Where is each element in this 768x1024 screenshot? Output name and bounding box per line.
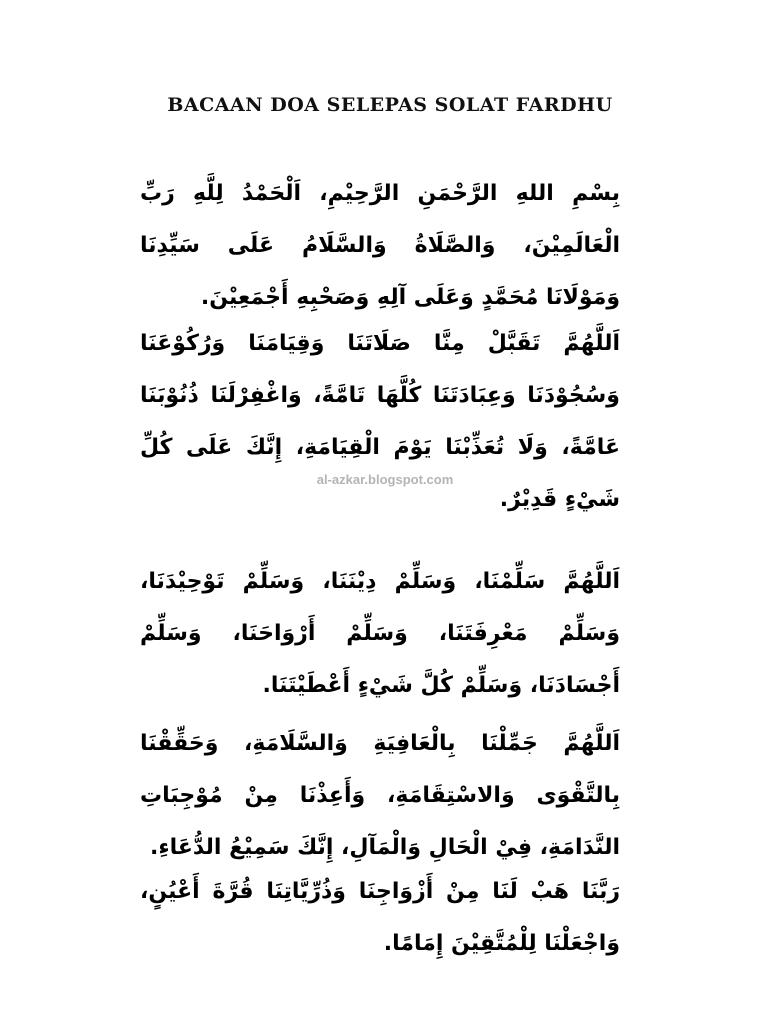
prayer-paragraph-safety: اَللَّهُمَّ سَلِّمْنَا، وَسَلِّمْ دِيْنَنَا، وَسَلِّمْ تَوْحِيْدَنَا، وَسَلِّمْ مَعْرِفَتَنَا، وَسَلِّمْ أَرْوَاحَنَا، وَسَلِّمْ أَجْسَادَنَا، وَسَلِّمْ كُلَّ شَيْءٍ أَعْطَيْتَنَا. — [140, 569, 620, 698]
page-title: BACAAN DOA SELEPAS SOLAT FARDHU — [167, 94, 613, 116]
watermark-text: al-azkar.blogspot.com — [316, 472, 454, 487]
prayer-paragraph-acceptance: اَللَّهُمَّ تَقَبَّلْ مِنَّا صَلَاتَنَا وَقِيَامَنَا وَرُكُوْعَنَا وَسُجُوْدَنَا وَعِبَادَتَنَا كُلَّهَا تَامَّةً، وَاغْفِرْلَنَا ذُنُوْبَنَا عَامَّةً، وَلَا تُعَذِّبْنَا يَوْمَ الْقِيَامَةِ، إِنَّكَ عَلَى كُلِّ شَيْءٍ قَدِيْرٌ. — [140, 331, 620, 512]
prayer-paragraph-wellbeing: اَللَّهُمَّ جَمِّلْنَا بِالْعَافِيَةِ وَالسَّلَامَةِ، وَحَقِّقْنَا بِالتَّقْوَى وَالاسْتِقَامَةِ، وَأَعِذْنَا مِنْ مُوْجِبَاتِ النَّدَامَةِ، فِيْ الْحَالِ وَالْمَآلِ، إِنَّكَ سَمِيْعُ الدُّعَاءِ. — [140, 731, 620, 860]
prayer-paragraph-opening: بِسْمِ اللهِ الرَّحْمَنِ الرَّحِيْمِ، اَلْحَمْدُ لِلَّهِ رَبِّ الْعَالَمِيْنَ، وَالصَّلَاةُ وَالسَّلَامُ عَلَى سَيِّدِنَا وَمَوْلَانَا مُحَمَّدٍ وَعَلَى آلِهِ وَصَحْبِهِ أَجْمَعِيْنَ. — [140, 181, 620, 310]
prayer-paragraph-family: رَبَّنَا هَبْ لَنَا مِنْ أَزْوَاجِنَا وَذُرِّيَّاتِنَا قُرَّةَ أَعْيُنٍ، وَاجْعَلْنَا لِلْمُتَّقِيْنَ إِمَامًا. — [140, 879, 620, 956]
